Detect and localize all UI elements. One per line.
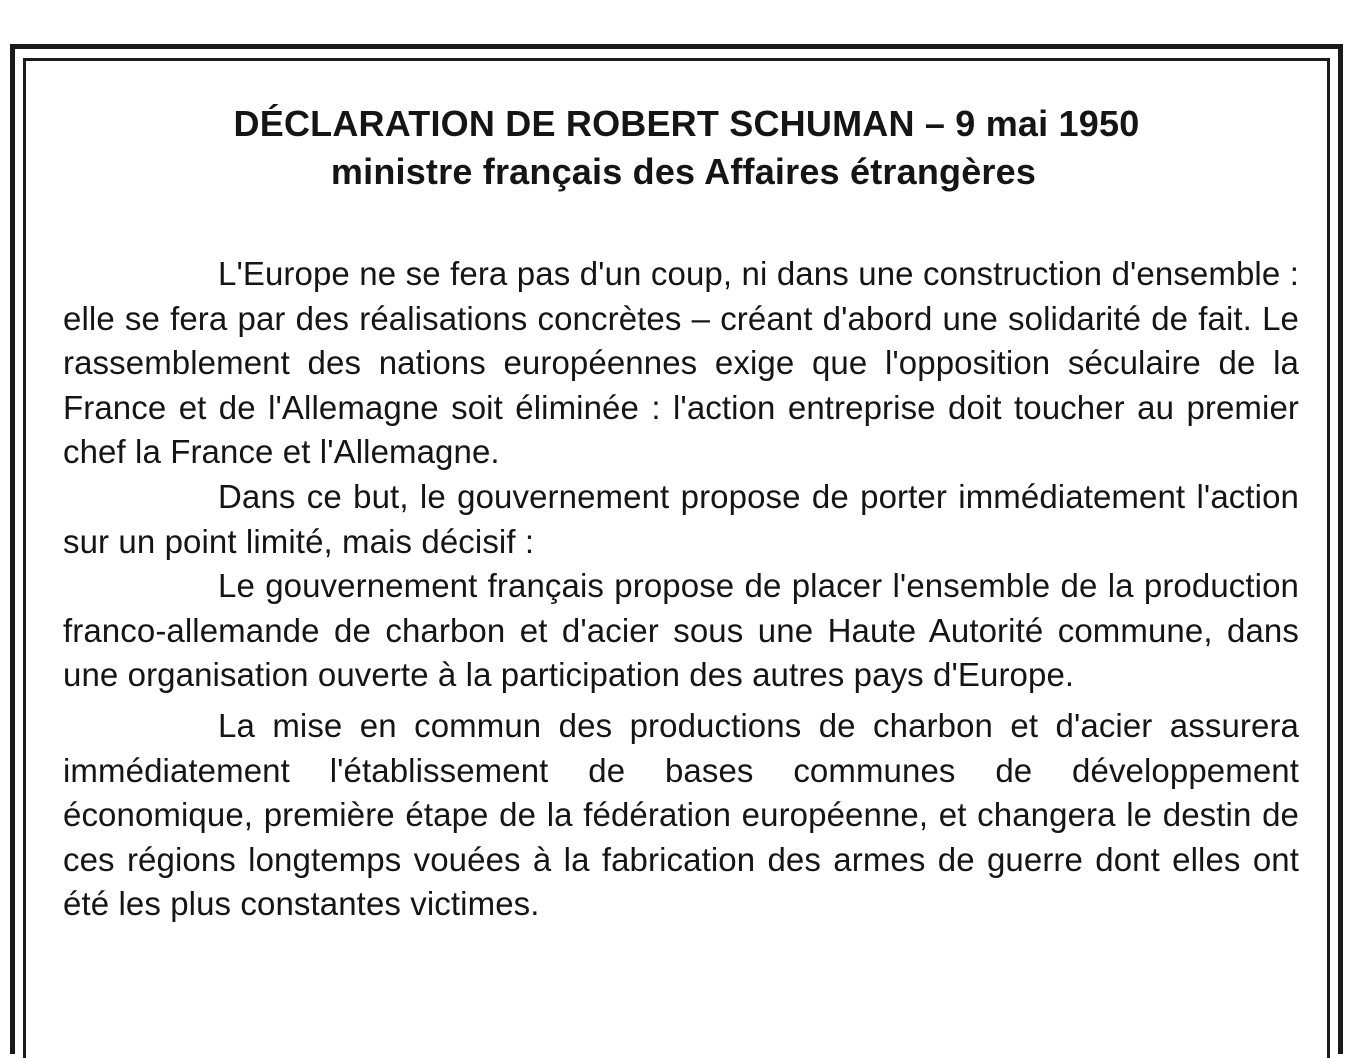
paragraph-1: L'Europe ne se fera pas d'un coup, ni dans une construction d'ensemble : elle se fera par des réalisations concrètes – créant d'abord une solidarité de fait. Le rassemblement des nations européennes exige que l'opposition séculaire de la France et de l'Allemagne soit éliminée : l'action entreprise doit toucher au premier chef la France et l'Allemagne. [63, 255, 1299, 471]
document-subtitle: ministre français des Affaires étrangères [330, 151, 1037, 192]
paragraph-4: La mise en commun des productions de charbon et d'acier assurera immédiatement l'établissement de bases communes de développement économique, première étape de la fédération européenne, et changera le destin de ces régions longtemps vouées à la fabrication des armes de guerre dont elles ont été les plus constantes victimes. [63, 706, 1299, 923]
paragraph-3: Le gouvernement français propose de placer l'ensemble de la production franco-allemande de charbon et d'acier sous une Haute Autorité commune, dans une organisation ouverte à la participation des autres pays d'Europe. [63, 567, 1299, 694]
document-body [63, 252, 1299, 927]
document-title: DÉCLARATION DE ROBERT SCHUMAN – 9 mai 1950 [233, 103, 1140, 144]
paragraph-2: Dans ce but, le gouvernement propose de porter immédiatement l'action sur un point limité, mais décisif : [63, 477, 1299, 560]
